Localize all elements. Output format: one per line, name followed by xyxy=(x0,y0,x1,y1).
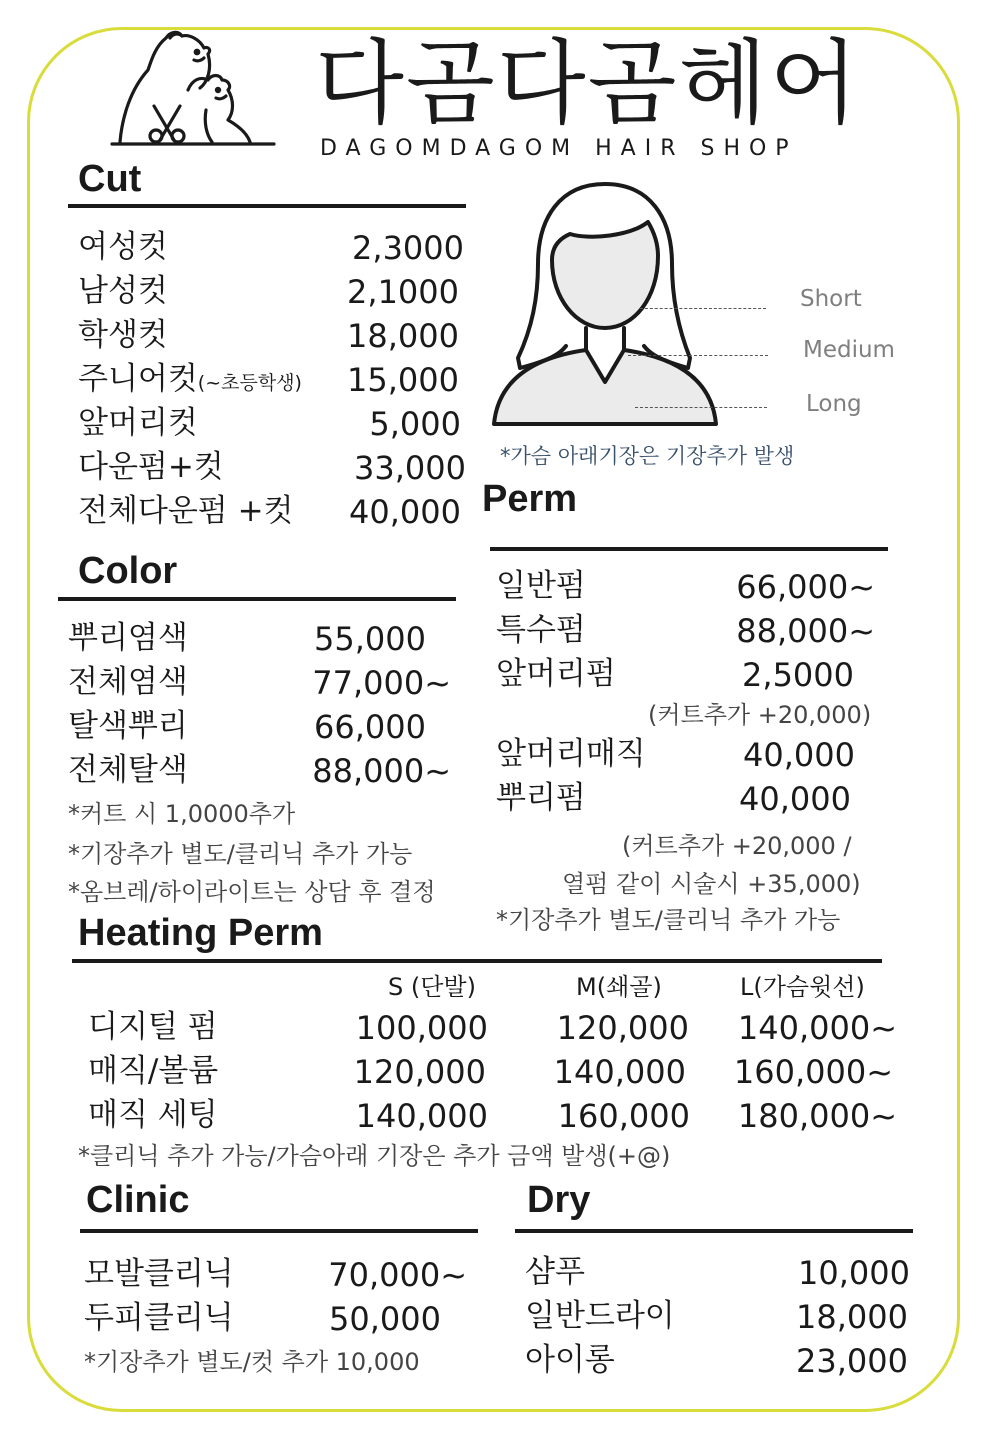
heating-header-l: L(가슴윗선) xyxy=(740,973,865,1001)
color-note-0: *커트 시 1,0000추가 xyxy=(68,800,296,828)
perm-item-1: 특수펌 xyxy=(496,612,586,648)
dry-title: Dry xyxy=(527,1179,591,1221)
heating-row-0-m: 120,000 xyxy=(556,1009,689,1047)
heating-header-m: M(쇄골) xyxy=(576,973,662,1001)
length-short-label: Short xyxy=(800,286,862,312)
cut-rule xyxy=(68,204,466,208)
cut-item-3-name: 주니어컷 xyxy=(78,361,198,397)
color-title: Color xyxy=(78,550,178,592)
cut-price-6: 40,000 xyxy=(349,493,461,531)
color-note-2: *옴브레/하이라이트는 상담 후 결정 xyxy=(68,878,436,906)
cut-item-5: 다운펌+컷 xyxy=(78,449,224,485)
length-medium-label: Medium xyxy=(803,337,895,363)
clinic-price-1: 50,000 xyxy=(329,1300,441,1338)
clinic-note: *기장추가 별도/컷 추가 10,000 xyxy=(84,1348,420,1376)
color-note-1: *기장추가 별도/클리닉 추가 가능 xyxy=(68,840,413,868)
perm-item-0: 일반펌 xyxy=(496,568,586,604)
dry-item-2: 아이롱 xyxy=(525,1342,615,1378)
cut-item-3 xyxy=(78,361,302,397)
cut-item-6: 전체다운펌 +컷 xyxy=(78,493,294,529)
perm-item-3: 앞머리매직 xyxy=(496,736,646,772)
brand-title: 다곰다곰헤어 xyxy=(315,30,861,137)
heating-row-2-s: 140,000 xyxy=(355,1097,488,1135)
cut-item-4: 앞머리컷 xyxy=(78,405,198,441)
cut-item-0: 여성컷 xyxy=(78,229,168,265)
perm-extra-note: *기장추가 별도/클리닉 추가 가능 xyxy=(496,906,841,934)
color-rule xyxy=(58,597,456,601)
color-item-0: 뿌리염색 xyxy=(68,620,188,656)
clinic-item-1: 두피클리닉 xyxy=(84,1300,234,1336)
heating-row-1-s: 120,000 xyxy=(353,1053,486,1091)
clinic-rule xyxy=(80,1229,478,1233)
perm-root-note-0: (커트추가 +20,000 / xyxy=(622,832,852,860)
color-price-2: 66,000 xyxy=(314,708,426,746)
perm-title: Perm xyxy=(482,478,578,520)
heating-rule xyxy=(72,959,882,963)
cut-price-5: 33,000 xyxy=(354,449,466,487)
perm-price-2: 2,5000 xyxy=(742,656,854,694)
color-item-2: 탈색뿌리 xyxy=(68,708,188,744)
cut-title: Cut xyxy=(78,158,142,200)
cut-price-0: 2,3000 xyxy=(352,229,464,267)
dry-price-0: 10,000 xyxy=(798,1254,910,1292)
brand-subtitle: DAGOMDAGOM HAIR SHOP xyxy=(320,136,798,161)
short-marker xyxy=(640,308,766,309)
heating-title: Heating Perm xyxy=(78,912,323,954)
dry-price-1: 18,000 xyxy=(796,1298,908,1336)
heating-row-2-name: 매직 세팅 xyxy=(88,1097,218,1133)
perm-item-2: 앞머리펌 xyxy=(496,656,616,692)
clinic-title: Clinic xyxy=(86,1179,190,1221)
clinic-price-0: 70,000~ xyxy=(328,1256,467,1294)
length-note: *가슴 아래기장은 기장추가 발생 xyxy=(500,444,795,468)
perm-root-note-1: 열펌 같이 시술시 +35,000) xyxy=(562,870,861,898)
woman-silhouette-icon xyxy=(490,178,720,428)
heating-row-1-l: 160,000~ xyxy=(733,1053,893,1091)
cut-item-1: 남성컷 xyxy=(78,273,168,309)
bears-scissors-logo-icon xyxy=(108,28,278,150)
color-item-1: 전체염색 xyxy=(68,664,188,700)
cut-price-3: 15,000 xyxy=(347,361,459,399)
perm-price-0: 66,000~ xyxy=(736,568,875,606)
medium-marker xyxy=(628,355,768,356)
color-price-3: 88,000~ xyxy=(312,752,451,790)
perm-bang-note: (커트추가 +20,000) xyxy=(648,701,872,729)
dry-rule xyxy=(515,1229,913,1233)
cut-price-1: 2,1000 xyxy=(347,273,459,311)
cut-price-2: 18,000 xyxy=(347,317,459,355)
color-item-3: 전체탈색 xyxy=(68,752,188,788)
cut-item-2: 학생컷 xyxy=(78,317,168,353)
color-price-0: 55,000 xyxy=(314,620,426,658)
dry-item-0: 샴푸 xyxy=(525,1254,585,1290)
perm-price-3: 40,000 xyxy=(743,736,855,774)
heating-row-0-s: 100,000 xyxy=(355,1009,488,1047)
perm-rule xyxy=(490,547,888,551)
color-price-1: 77,000~ xyxy=(312,664,451,702)
perm-item-4: 뿌리펌 xyxy=(496,780,586,816)
heating-row-0-l: 140,000~ xyxy=(737,1009,897,1047)
cut-item-3-suffix: (~초등학생) xyxy=(197,372,302,394)
heating-note: *클리닉 추가 가능/가슴아래 기장은 추가 금액 발생(+@) xyxy=(78,1142,671,1170)
heating-row-1-m: 140,000 xyxy=(553,1053,686,1091)
perm-price-4: 40,000 xyxy=(739,780,851,818)
long-marker xyxy=(635,407,767,408)
heating-header-s: S (단발) xyxy=(388,973,476,1001)
length-long-label: Long xyxy=(806,391,862,417)
heating-row-2-l: 180,000~ xyxy=(737,1097,897,1135)
dry-price-2: 23,000 xyxy=(796,1342,908,1380)
dry-item-1: 일반드라이 xyxy=(525,1298,675,1334)
clinic-item-0: 모발클리닉 xyxy=(84,1256,234,1292)
heating-row-1-name: 매직/볼륨 xyxy=(88,1053,219,1089)
heating-row-0-name: 디지털 펌 xyxy=(88,1009,218,1045)
perm-price-1: 88,000~ xyxy=(736,612,875,650)
heating-row-2-m: 160,000 xyxy=(557,1097,690,1135)
cut-price-4: 5,000 xyxy=(369,405,461,443)
